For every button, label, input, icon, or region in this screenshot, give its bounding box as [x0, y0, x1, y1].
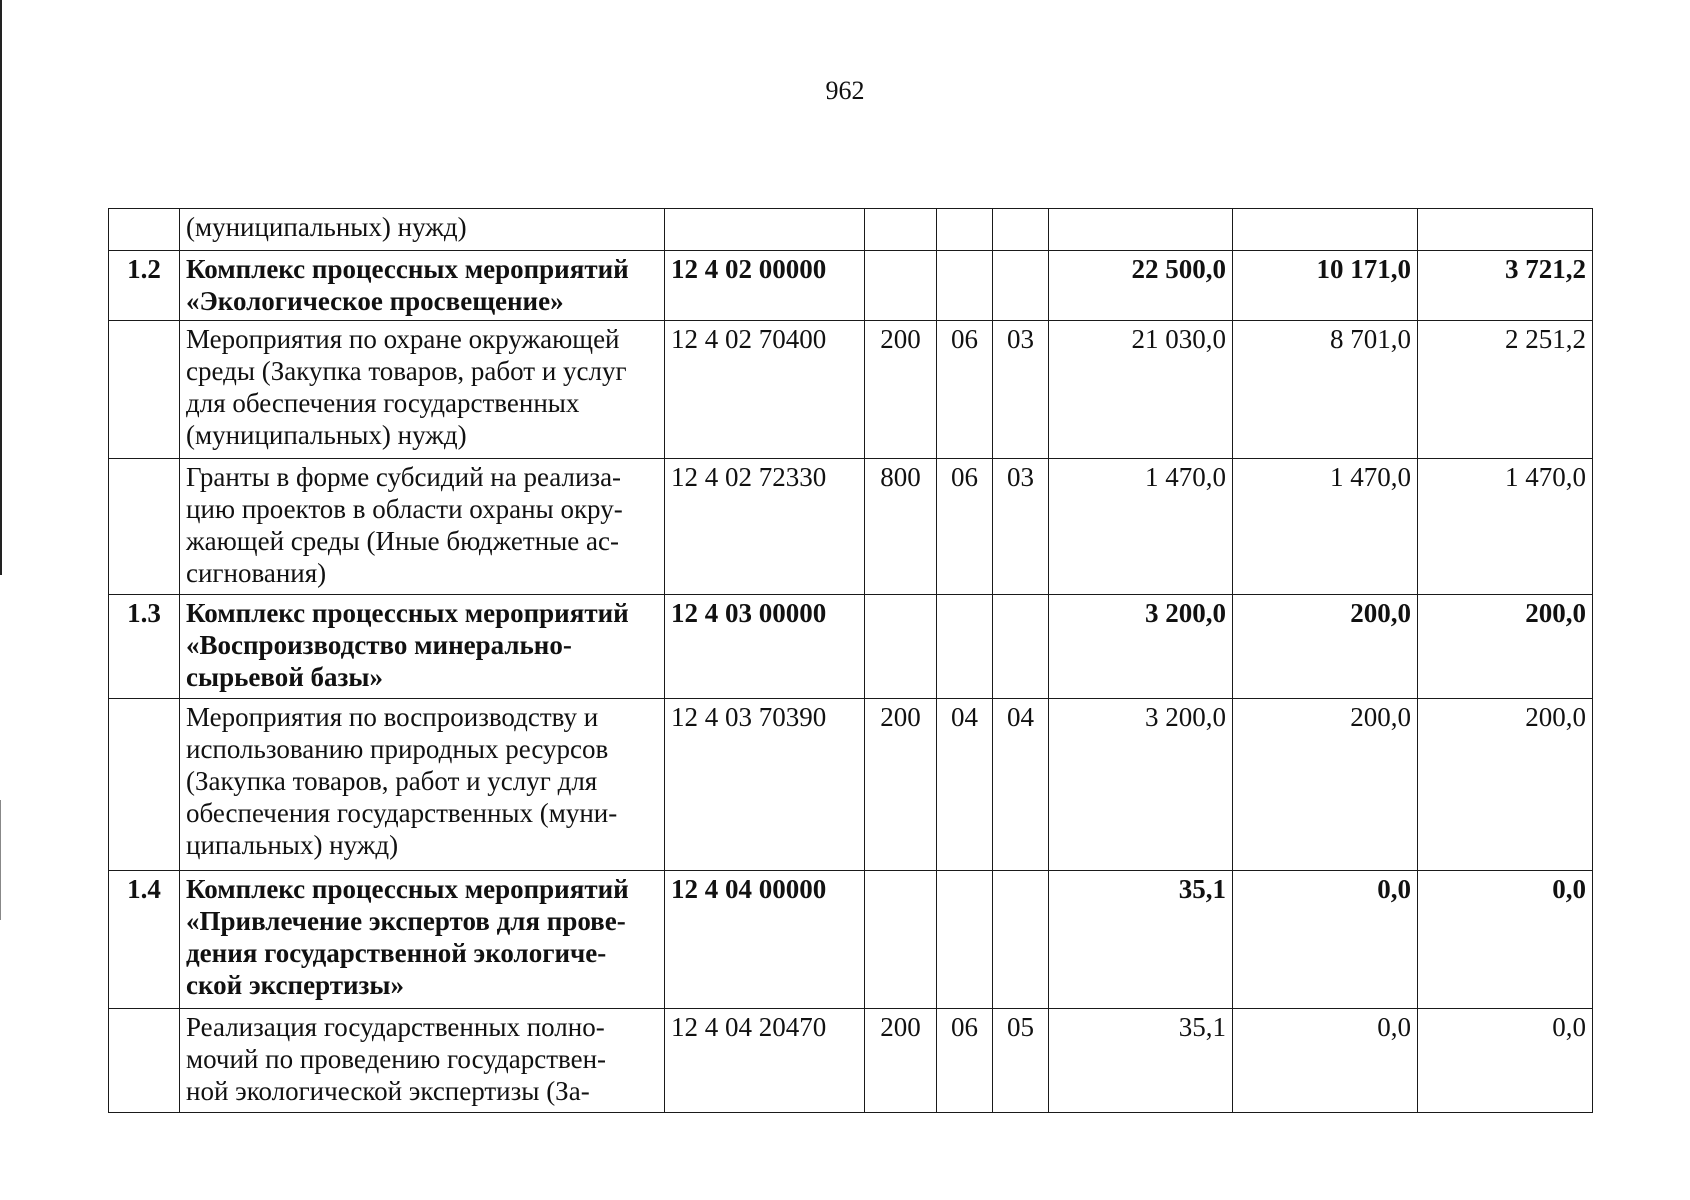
row-name-line: «Привлечение экспертов для прове- [186, 906, 626, 936]
amount-year-3-cell: 2 251,2 [1418, 321, 1593, 459]
row-name-line: для обеспечения государственных [186, 388, 580, 418]
row-name-line: «Воспроизводство минерально- [186, 630, 572, 660]
section-cell: 06 [937, 459, 993, 595]
amount-year-3-cell: 3 721,2 [1418, 251, 1593, 321]
expense-type-cell: 200 [865, 321, 937, 459]
amount-year-1-cell: 3 200,0 [1049, 699, 1233, 871]
amount-year-3-cell [1418, 209, 1593, 251]
subsection-cell [993, 595, 1049, 699]
row-name-line: Комплекс процессных мероприятий [186, 598, 629, 628]
row-number-cell [109, 459, 180, 595]
amount-year-1-cell: 3 200,0 [1049, 595, 1233, 699]
row-number-cell: 1.3 [109, 595, 180, 699]
table-row [109, 459, 1593, 595]
row-name-line: дения государственной экологиче- [186, 938, 607, 968]
amount-year-3-cell: 200,0 [1418, 595, 1593, 699]
section-cell [937, 209, 993, 251]
row-name-line: ципальных) нужд) [186, 830, 399, 860]
amount-year-3-cell: 0,0 [1418, 1009, 1593, 1113]
subsection-cell: 04 [993, 699, 1049, 871]
section-cell: 06 [937, 321, 993, 459]
table-row [109, 251, 1593, 321]
amount-year-2-cell: 1 470,0 [1233, 459, 1418, 595]
table-row [109, 209, 1593, 251]
table-row [109, 321, 1593, 459]
amount-year-2-cell: 10 171,0 [1233, 251, 1418, 321]
target-article-code-cell: 12 4 02 00000 [665, 251, 865, 321]
expense-type-cell [865, 209, 937, 251]
subsection-cell [993, 871, 1049, 1009]
subsection-cell: 03 [993, 459, 1049, 595]
expense-type-cell: 800 [865, 459, 937, 595]
subsection-cell: 05 [993, 1009, 1049, 1113]
section-cell [937, 595, 993, 699]
expense-type-cell: 200 [865, 1009, 937, 1113]
target-article-code-cell: 12 4 03 00000 [665, 595, 865, 699]
row-name-cell [180, 251, 665, 321]
amount-year-2-cell: 0,0 [1233, 871, 1418, 1009]
amount-year-2-cell: 8 701,0 [1233, 321, 1418, 459]
row-name-line: сырьевой базы» [186, 662, 383, 692]
amount-year-3-cell: 1 470,0 [1418, 459, 1593, 595]
amount-year-1-cell: 1 470,0 [1049, 459, 1233, 595]
row-name-line: ской экспертизы» [186, 970, 404, 1000]
section-cell: 06 [937, 1009, 993, 1113]
row-number-cell [109, 1009, 180, 1113]
amount-year-2-cell: 0,0 [1233, 1009, 1418, 1113]
page-number: 962 [825, 76, 865, 105]
row-number-cell [109, 321, 180, 459]
target-article-code-cell: 12 4 03 70390 [665, 699, 865, 871]
row-name-line: обеспечения государственных (муни- [186, 798, 618, 828]
row-name-cell [180, 1009, 665, 1113]
row-number-cell [109, 699, 180, 871]
budget-table-body [109, 209, 1593, 1113]
row-name-cell [180, 871, 665, 1009]
row-name-line: использованию природных ресурсов [186, 734, 609, 764]
row-name-line: (муниципальных) нужд) [186, 212, 467, 242]
row-name-line: сигнования) [186, 558, 327, 588]
table-row [109, 595, 1593, 699]
expense-type-cell [865, 871, 937, 1009]
row-name-line: цию проектов в области охраны окру- [186, 494, 623, 524]
section-cell [937, 251, 993, 321]
row-number-cell [109, 209, 180, 251]
row-name-cell [180, 459, 665, 595]
expense-type-cell [865, 251, 937, 321]
amount-year-1-cell [1049, 209, 1233, 251]
row-name-line: ной экологической экспертизы (За- [186, 1076, 590, 1106]
expense-type-cell [865, 595, 937, 699]
row-name-line: «Экологическое просвещение» [186, 286, 564, 316]
row-number-cell: 1.4 [109, 871, 180, 1009]
amount-year-3-cell: 200,0 [1418, 699, 1593, 871]
row-name-line: Гранты в форме субсидий на реализа- [186, 462, 622, 492]
amount-year-1-cell: 35,1 [1049, 871, 1233, 1009]
row-name-line: (муниципальных) нужд) [186, 420, 467, 450]
table-row [109, 871, 1593, 1009]
row-name-line: Комплекс процессных мероприятий [186, 254, 629, 284]
budget-table [108, 208, 1593, 1113]
row-name-line: Комплекс процессных мероприятий [186, 874, 629, 904]
subsection-cell [993, 251, 1049, 321]
row-number-cell: 1.2 [109, 251, 180, 321]
amount-year-1-cell: 21 030,0 [1049, 321, 1233, 459]
section-cell [937, 871, 993, 1009]
row-name-line: Мероприятия по охране окружающей [186, 324, 620, 354]
target-article-code-cell: 12 4 04 20470 [665, 1009, 865, 1113]
amount-year-1-cell: 22 500,0 [1049, 251, 1233, 321]
target-article-code-cell: 12 4 04 00000 [665, 871, 865, 1009]
table-row [109, 1009, 1593, 1113]
row-name-line: Мероприятия по воспроизводству и [186, 702, 599, 732]
row-name-line: жающей среды (Иные бюджетные ас- [186, 526, 619, 556]
amount-year-2-cell: 200,0 [1233, 699, 1418, 871]
row-name-cell [180, 321, 665, 459]
expense-type-cell: 200 [865, 699, 937, 871]
row-name-cell [180, 209, 665, 251]
target-article-code-cell: 12 4 02 72330 [665, 459, 865, 595]
row-name-line: (Закупка товаров, работ и услуг для [186, 766, 598, 796]
scan-edge-line-lower [0, 800, 1, 920]
row-name-line: среды (Закупка товаров, работ и услуг [186, 356, 627, 386]
amount-year-3-cell: 0,0 [1418, 871, 1593, 1009]
amount-year-2-cell [1233, 209, 1418, 251]
subsection-cell: 03 [993, 321, 1049, 459]
amount-year-1-cell: 35,1 [1049, 1009, 1233, 1113]
subsection-cell [993, 209, 1049, 251]
target-article-code-cell: 12 4 02 70400 [665, 321, 865, 459]
amount-year-2-cell: 200,0 [1233, 595, 1418, 699]
row-name-cell [180, 595, 665, 699]
table-row [109, 699, 1593, 871]
section-cell: 04 [937, 699, 993, 871]
row-name-line: Реализация государственных полно- [186, 1012, 605, 1042]
row-name-cell [180, 699, 665, 871]
row-name-line: мочий по проведению государствен- [186, 1044, 607, 1074]
target-article-code-cell [665, 209, 865, 251]
